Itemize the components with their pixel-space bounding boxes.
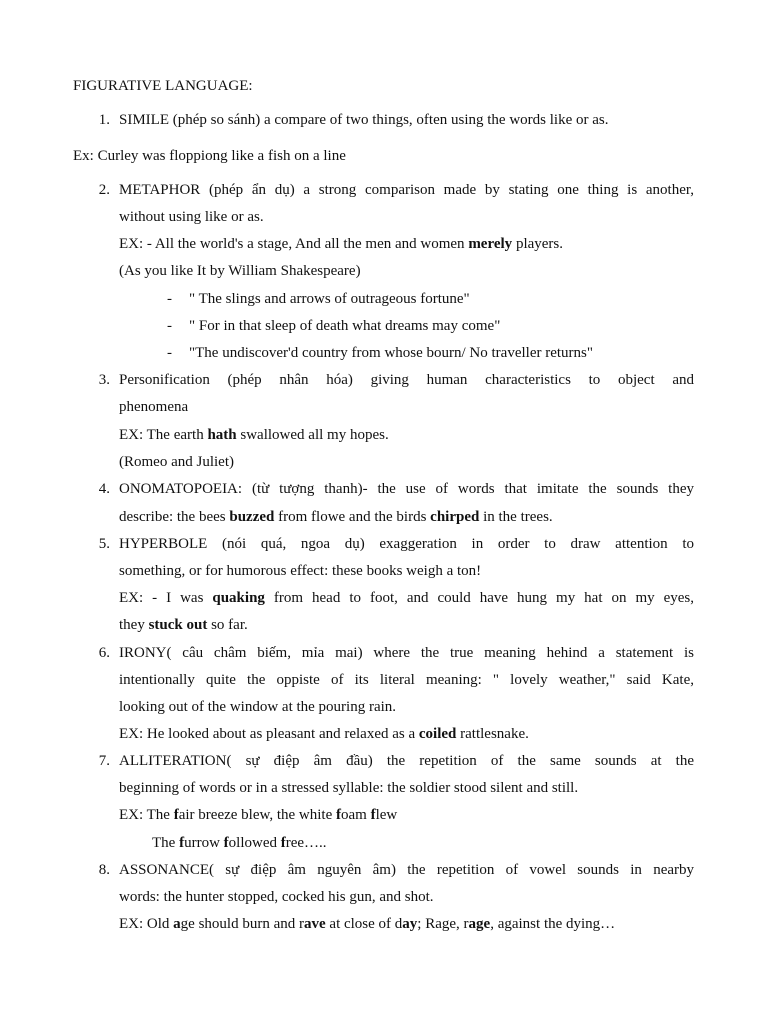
personification-definition: Personification (phép nhân hóa) giving human characteristics to object and	[119, 372, 694, 388]
metaphor-example: EX: - All the world's a stage, And all the men and women merely players.	[119, 236, 564, 252]
metaphor-source: (As you like It by William Shakespeare)	[119, 263, 361, 279]
alliteration-definition: ALLITERATION( sự điệp âm đầu) the repetition of the same sounds at the	[119, 753, 694, 769]
irony-definition-cont: looking out of the window at the pouring rain.	[119, 699, 397, 715]
onomatopoeia-definition: ONOMATOPOEIA: (từ tượng thanh)- the use of words that imitate the sounds they	[119, 481, 694, 497]
bullet-dash: -	[167, 318, 172, 334]
item-number: 3.	[98, 372, 110, 388]
item-number: 7.	[98, 753, 110, 769]
metaphor-quote: "The undiscover'd country from whose bourn/ No traveller returns"	[189, 345, 594, 361]
onomatopoeia-example: describe: the bees buzzed from flowe and the birds chirped in the trees.	[119, 509, 553, 525]
irony-definition-cont: intentionally quite the oppiste of its literal meaning: " lovely weather," said Kate,	[119, 672, 694, 688]
assonance-definition: ASSONANCE( sự điệp âm nguyên âm) the repetition of vowel sounds in nearby	[119, 862, 694, 878]
personification-example: EX: The earth hath swallowed all my hopes.	[119, 427, 389, 443]
hyperbole-definition-cont: something, or for humorous effect: these books weigh a ton!	[119, 563, 482, 579]
assonance-definition-cont: words: the hunter stopped, cocked his gun, and shot.	[119, 889, 434, 905]
metaphor-quote: " The slings and arrows of outrageous fortune"	[189, 291, 470, 307]
alliteration-example-cont: The furrow followed free…..	[152, 835, 327, 851]
personification-definition-cont: phenomena	[119, 399, 189, 415]
hyperbole-definition: HYPERBOLE (nói quá, ngoa dụ) exaggeration in order to draw attention to	[119, 536, 694, 552]
metaphor-definition-cont: without using like or as.	[119, 209, 264, 225]
hyperbole-example: EX: - I was quaking from head to foot, and could have hung my hat on my eyes,	[119, 590, 694, 606]
irony-definition: IRONY( câu châm biếm, mỉa mai) where the true meaning hehind a statement is	[119, 645, 694, 661]
metaphor-definition: METAPHOR (phép ẩn dụ) a strong comparison made by stating one thing is another,	[119, 182, 694, 198]
page-title: FIGURATIVE LANGUAGE:	[73, 78, 253, 94]
irony-example: EX: He looked about as pleasant and relaxed as a coiled rattlesnake.	[119, 726, 529, 742]
item-number: 8.	[98, 862, 110, 878]
item-number: 6.	[98, 645, 110, 661]
bullet-dash: -	[167, 291, 172, 307]
assonance-example: EX: Old age should burn and rave at close of day; Rage, rage, against the dying…	[119, 916, 616, 932]
item-number: 4.	[98, 481, 110, 497]
metaphor-quote: " For in that sleep of death what dreams may come"	[189, 318, 501, 334]
simile-example: Ex: Curley was floppiong like a fish on a line	[73, 148, 346, 164]
hyperbole-example-cont: they stuck out so far.	[119, 617, 248, 633]
item-number: 2.	[98, 182, 110, 198]
bullet-dash: -	[167, 345, 172, 361]
simile-definition: SIMILE (phép so sánh) a compare of two things, often using the words like or as.	[119, 112, 609, 128]
alliteration-definition-cont: beginning of words or in a stressed syllable: the soldier stood silent and still.	[119, 780, 579, 796]
personification-source: (Romeo and Juliet)	[119, 454, 234, 470]
item-number: 5.	[98, 536, 110, 552]
alliteration-example: EX: The fair breeze blew, the white foam flew	[119, 807, 398, 823]
item-number: 1.	[98, 112, 110, 128]
